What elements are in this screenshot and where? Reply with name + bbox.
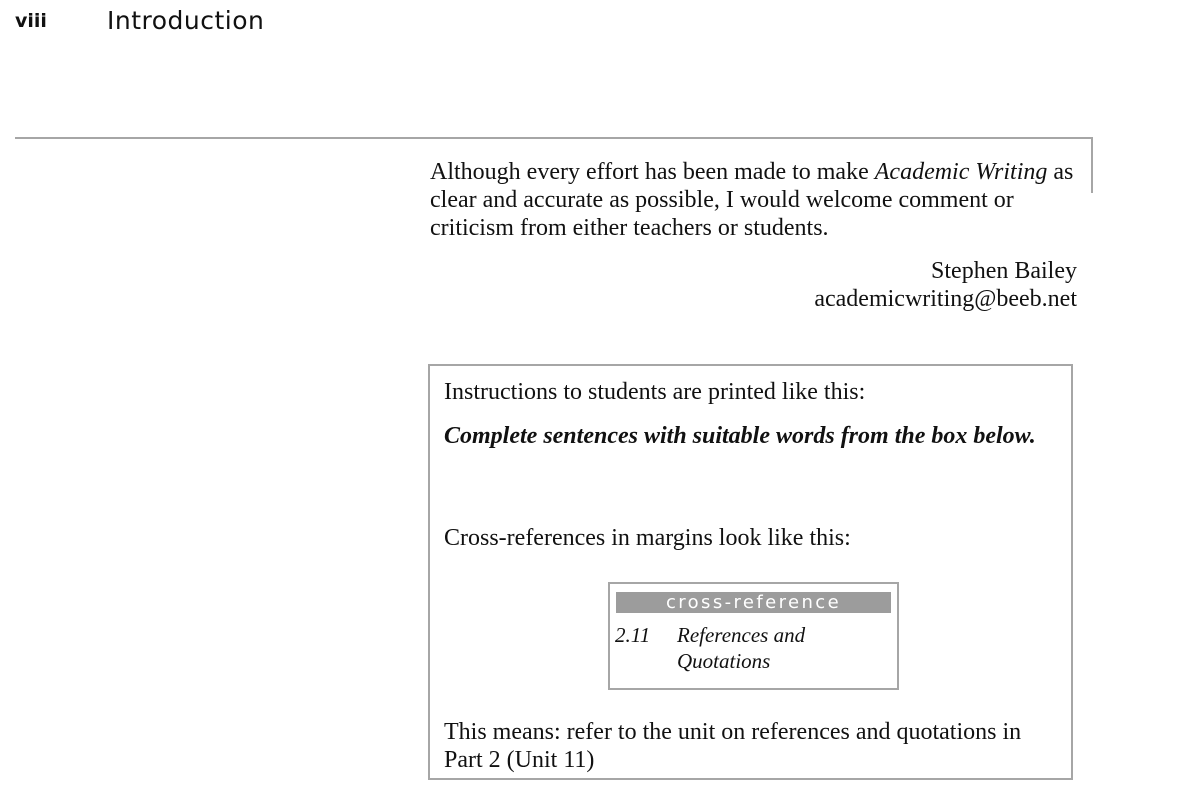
author-email: academicwriting@beeb.net: [814, 286, 1077, 312]
page-number: viii: [15, 10, 47, 32]
crossref-unit-title: References and Quotations: [677, 623, 806, 673]
section-title: Introduction: [107, 6, 265, 35]
intro-text-before: Although every effort has been made to make: [430, 159, 875, 185]
margin-rule-vertical: [1091, 137, 1093, 193]
crossref-unit-number: 2.11: [615, 623, 651, 647]
intro-paragraph: [430, 158, 1080, 242]
instructions-note: Instructions to students are printed like this:: [444, 379, 866, 405]
crossref-tag: cross-reference: [616, 592, 891, 613]
instruction-example: Complete sentences with suitable words from the box below.: [444, 423, 1036, 449]
author-name: Stephen Bailey: [931, 258, 1077, 284]
book-title: Academic Writing: [874, 159, 1048, 185]
crossref-note: Cross-references in margins look like this:: [444, 525, 851, 551]
conventions-box: [428, 364, 1073, 780]
crossref-meaning: This means: refer to the unit on references and quotations in Part 2 (Unit 11): [444, 719, 1022, 773]
margin-rule-horizontal: [15, 137, 1093, 139]
crossref-example-box: [608, 582, 899, 690]
intro-text-after: as clear and accurate as possible, I would welcome comment or criticism from either teachers or students.: [430, 159, 1074, 241]
signature: [700, 257, 1077, 313]
